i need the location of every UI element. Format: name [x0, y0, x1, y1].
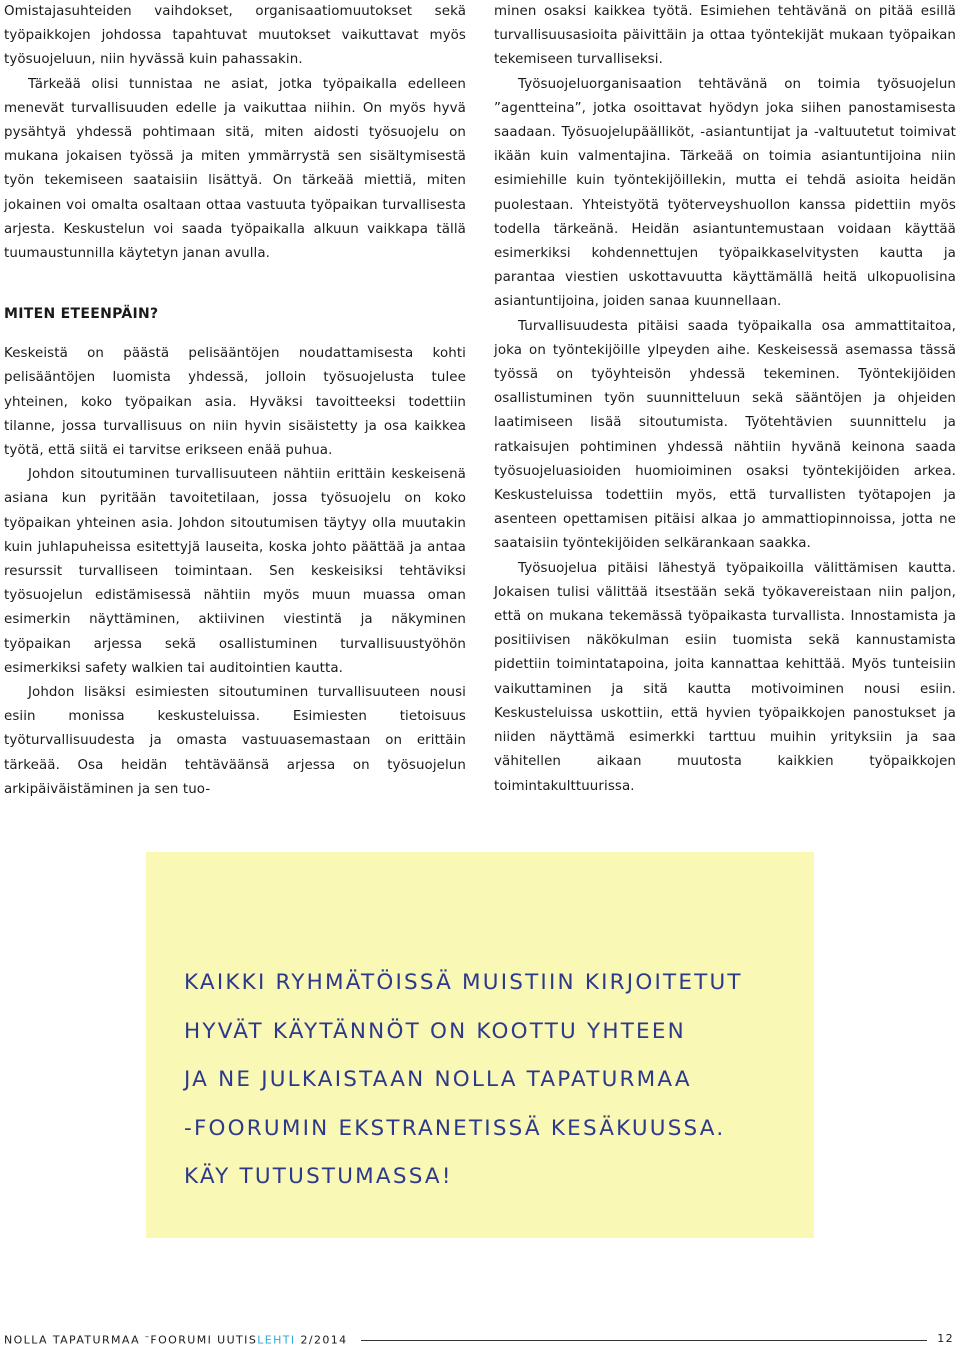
publication-dash: – [144, 1332, 151, 1341]
callout-line: HYVÄT KÄYTÄNNÖT ON KOOTTU YHTEEN [184, 1018, 686, 1044]
callout-line: -FOORUMIN EKSTRANETISSÄ KESÄKUUSSA. [184, 1115, 726, 1141]
page-footer [4, 1330, 956, 1346]
publication-accent: LEHTI [257, 1333, 296, 1347]
publication-title-rest: FOORUMI UUTIS [150, 1333, 258, 1347]
publication-name [4, 1332, 348, 1347]
paragraph: Keskeistä on päästä pelisääntöjen noudattamisesta kohti pelisääntöjen luomista yhdessä, jolloin työsuojelusta tulee yhteinen, koko työpaikan asia. Hyväksi tavoitteeksi todettiin tilanne, jossa turvallisuus on niin hyvin sisäistetty ja osa kaikkea työtä, että siitä ei tarvitse erikseen enää puhua. [4, 346, 466, 459]
paragraph: Turvallisuudesta pitäisi saada työpaikalla osa ammattitaitoa, joka on työntekijöille ylpeyden aihe. Keskeisessä asemassa tässä työssä on työyhteisön yhdessä tekeminen. Työntekijöiden osallistuminen työn suunnitteluun sekä sääntöjen ja ohjeiden laatimiseen lisää sitoutumista. Työtehtävien suunnittelu ja ratkaisujen pohtiminen yhdessä nähtiin hyvänä keinona saada työsuojeluasioiden huomioiminen osaksi työntekijöiden arkea. Keskusteluissa todettiin myös, että turvallisten työtapojen ja asenteen opettamisen pitäisi alkaa jo ammattiopinnoissa, jotta ne saataisiin työntekijöiden selkärankaan saakka. [494, 318, 956, 552]
footer-divider [361, 1340, 927, 1341]
left-column [4, 0, 466, 802]
paragraph: Työsuojelua pitäisi lähestyä työpaikoilla välittämisen kautta. Jokaisen tulisi välittää itsestään sekä työkavereistaan niin paljon, että on mukana tekemässä työpaikasta turvallista. Innostamista ja positiivisen näkökulman esiin tuomista sekä kannustamista pidettiin toimintatapoina, joita kannattaa kehittää. Myös tunteisiin vaikuttaminen ja sitä kautta motivoiminen nousi esiin. Keskusteluissa uskottiin, että hyvien työpaikkojen panostukset ja niiden näyttämä esimerkki tarttuu muihin yrityksiin ja saa vähitellen aikaan muutosta kaikkien työpaikkojen toimintakulttuurissa. [494, 560, 956, 794]
paragraph: Johdon sitoutuminen turvallisuuteen nähtiin erittäin keskeisenä asiana kun pyritään tavoitetilaan, jossa työsuojelu on koko työpaikan yhteinen asia. Johdon sitoutumisen täytyy olla muutakin kuin juhlapuheissa esitettyjä lauseita, koska johto päättää ja antaa resurssit turvalliseen toimintaan. Sen keskeisiksi tehtäviksi työsuojelun edistämisessä nähtiin myös muun muassa oman esimerkin näyttäminen, aktiivinen viestintä ja näkyminen työpaikan arjessa sekä osallistuminen turvallisuustyöhön esimerkiksi safety walkien tai auditointien kautta. [4, 467, 466, 676]
paragraph: minen osaksi kaikkea työtä. Esimiehen tehtävänä on pitää esillä turvallisuusasioita päivittäin ja ottaa työntekijät mukaan työpaikan tekemiseen turvalliseksi. [494, 4, 956, 68]
paragraph: Omistajasuhteiden vaihdokset, organisaatiomuutokset sekä työpaikkojen johdossa tapahtuvat muutokset vaikuttavat myös työsuojeluun, niin hyvässä kuin pahassakin. [4, 4, 466, 68]
issue-number: 2/2014 [295, 1333, 348, 1347]
callout-box [146, 852, 814, 1238]
callout-line: KÄY TUTUSTUMASSA! [184, 1164, 453, 1189]
section-heading: MITEN ETEENPÄIN? [4, 306, 159, 323]
right-column [494, 0, 956, 799]
callout-line: KAIKKI RYHMÄTÖISSÄ MUISTIIN KIRJOITETUT [184, 970, 743, 995]
page-number: 12 [937, 1332, 954, 1345]
paragraph: Tärkeää olisi tunnistaa ne asiat, jotka työpaikalla edelleen menevät turvallisuuden edelle ja vaikuttaa niihin. On myös hyvä pysähtyä yhdessä pohtimaan sitä, miten aidosti työsuojelu on mukana jokaisen työssä ja miten ymmärrystä sen sisältymisestä työn tekemiseen saataisiin lisättyä. On tärkeää miettiä, miten jokainen voi omalta osaltaan ottaa vastuuta työpaikan turvallisesta arjesta. Keskustelun voi saada työpaikalla alkuun vaikkapa tällä tuumaustunnilla käytetyn janan avulla. [4, 76, 466, 262]
paragraph: Työsuojeluorganisaation tehtävänä on toimia työsuojelun ”agentteina”, jotka osoittavat hyödyn joka siihen panostamisesta saadaan. Työsuojelupäälliköt, -asiantuntijat ja -valtuutetut toimivat ikään kuin valmentajina. Tärkeää on toimia asiantuntijoina niin esimiehille kuin työntekijöillekin, mutta ei tehdä asioita heidän puolestaan. Yhteistyötä työterveyshuollon kanssa pidettiin myös todella tärkeänä. Heidän asiantuntemustaan voidaan käyttää esimerkiksi kohdennettujen työpaikkaselvitysten kautta ja parantaa viestien uskottavuutta käyttämällä heitä ulkopuolisina asiantuntijoina, joiden sanaa kuunnellaan. [494, 76, 956, 310]
publication-title: NOLLA TAPATURMAA [4, 1333, 141, 1347]
callout-line: JA NE JULKAISTAAN NOLLA TAPATURMAA [184, 1067, 692, 1092]
paragraph: Johdon lisäksi esimiesten sitoutuminen turvallisuuteen nousi esiin monissa keskusteluissa. Esimiesten tietoisuus työturvallisuudesta ja omasta vastuuasemastaan on erittäin tärkeää. Osa heidän tehtäväänsä arjessa on työsuojelun arkipäiväistäminen ja sen tuo- [4, 685, 466, 797]
